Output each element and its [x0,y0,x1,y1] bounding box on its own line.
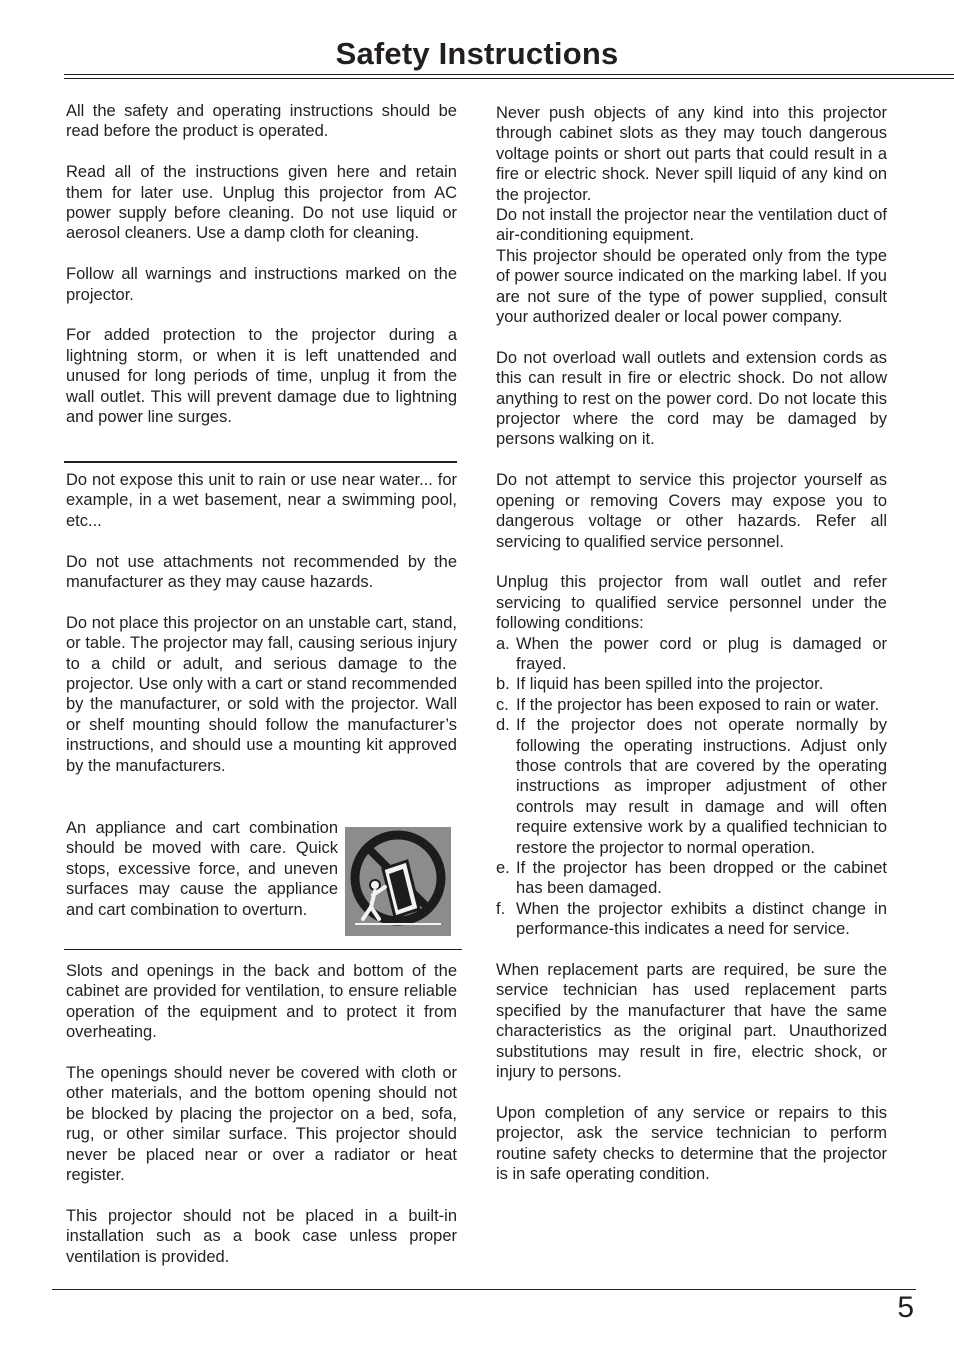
list-label: a. [496,634,510,653]
section-divider [64,461,457,463]
paragraph: Do not place this projector on an unstable cart, stand, or table. The projector may fall, causing serious injury to a child or adult, and serious damage to the projector. Use only with a cart or stand recommended by the manufacturer, or sold with the projector. Wall or shelf mounting should follow the manufacturer’s instructions, and should use a mounting kit approved by the manufacturers. [66,613,457,775]
paragraph: Upon completion of any service or repairs to this projector, ask the service technician to perform routine safety checks to determine that the projector is in safe operating condition. [496,1103,887,1184]
paragraph: Follow all warnings and instructions marked on the projector. [66,265,457,304]
paragraph: Do not install the projector near the ventilation duct of air-conditioning equipment. [496,206,887,245]
right-column [496,103,887,1184]
cart-tipover-warning-icon [345,827,451,936]
paragraph: The openings should never be covered with cloth or other materials, and the bottom opening should not be blocked by placing the projector on a bed, sofa, rug, or other similar surface. This projector should never be placed near or over a radiator or heat register. [66,1064,457,1185]
paragraph: This projector should not be placed in a built-in installation such as a book case unless proper ventilation is provided. [66,1206,457,1266]
list-item [496,899,887,940]
list-text: When the projector exhibits a distinct change in performance-this indicates a need for service. [516,899,887,939]
paragraph: This projector should be operated only from the type of power source indicated on the marking label. If you are not sure of the type of power supplied, consult your authorized dealer or local power company. [496,246,887,327]
list-label: d. [496,716,510,735]
paragraph: All the safety and operating instructions should be read before the product is operated. [66,102,457,141]
cart-warning-text: An appliance and cart combination should be moved with care. Quick stops, excessive force, and uneven surfaces may cause the appliance and cart combination to overturn. [66,819,338,919]
page-number: 5 [897,1291,914,1324]
footer-rule [52,1289,916,1290]
left-column-middle [66,470,457,776]
list-label: c. [496,695,509,714]
conditions-list [496,634,887,940]
title-rule [64,74,954,75]
paragraph: Slots and openings in the back and bottom of the cabinet are provided for ventilation, to ensure reliable operation of the equipment and to protect it from overheating. [66,962,457,1042]
list-item [496,674,887,694]
list-item [496,695,887,715]
paragraph: When replacement parts are required, be sure the service technician has used replacement parts specified by the manufacturer that have the same characteristics as the original part. Unauthorized substitutions may result in fire, electric shock, or injury to persons. [496,961,887,1082]
paragraph: Never push objects of any kind into this projector through cabinet slots as they may touch dangerous voltage points or short out parts that could result in a fire or electric shock. Never spill liquid of any kind on the projector. [496,104,887,204]
list-text: If the projector does not operate normally by following the operating instructions. Adjust only those controls that are covered by the operating instructions as improper adjustment of other controls may result in damage and will often require extensive work by a qualified technician to restore the projector to normal operation. [516,716,887,857]
paragraph: For added protection to the projector during a lightning storm, or when it is left unattended and unused for long periods of time, unplug it from the wall outlet. This will prevent damage due to lightning and power line surges. [66,326,457,427]
left-column-upper [66,101,457,427]
list-item [496,634,887,675]
list-text: If the projector has been exposed to rain or water. [516,695,880,714]
section-divider [64,949,462,950]
left-column-lower [66,961,457,1267]
paragraph: Do not expose this unit to rain or use near water... for example, in a wet basement, near a swimming pool, etc... [66,471,457,530]
list-text: If liquid has been spilled into the projector. [516,675,824,694]
list-item [496,858,887,899]
list-item [496,715,887,858]
page-title: Safety Instructions [335,36,619,71]
list-label: e. [496,858,510,877]
paragraph: Do not use attachments not recommended by the manufacturer as they may cause hazards. [66,552,457,592]
paragraph: Do not attempt to service this projector yourself as opening or removing Covers may expose you to dangerous voltage or other hazards. Refer all servicing to qualified service personnel. [496,471,887,551]
paragraph: Do not overload wall outlets and extension cords as this can result in fire or electric shock. Do not allow anything to rest on the power cord. Do not locate this projector where the cord may be damaged by persons walking on it. [496,348,887,449]
list-text: When the power cord or plug is damaged or frayed. [516,634,887,673]
list-text: If the projector has been dropped or the cabinet has been damaged. [516,858,887,898]
title-rule-thin [64,78,954,79]
list-label: f. [496,899,506,918]
paragraph: Read all of the instructions given here and retain them for later use. Unplug this projector from AC power supply before cleaning. Do not use liquid or aerosol cleaners. Use a damp cloth for cleaning. [66,163,457,243]
list-label: b. [496,675,510,694]
paragraph: Unplug this projector from wall outlet and refer servicing to qualified service personnel under the following conditions: [496,573,887,633]
